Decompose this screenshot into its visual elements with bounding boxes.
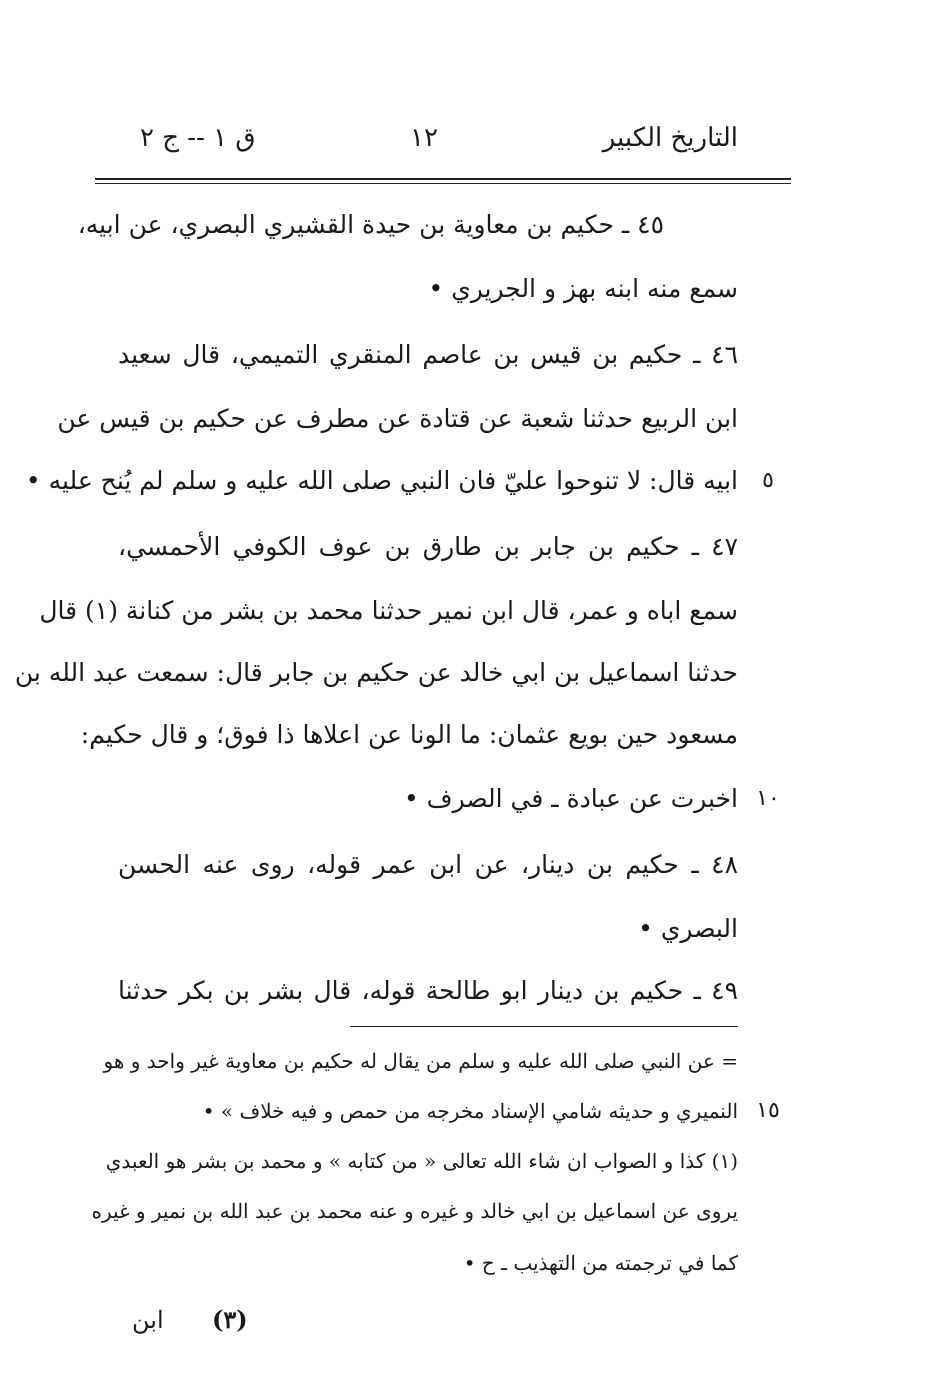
catchword: ابن (132, 1306, 164, 1334)
entry-46-line-1: ٤٦ ـ حكيم بن قيس بن عاصم المنقري التميمي، قال سعيد (118, 340, 738, 369)
margin-line-number-5: ٥ (762, 468, 774, 493)
entry-47-line-3: حدثنا اسماعيل بن ابي خالد عن حكيم بن جابر قال: سمعت عبد الله بن (14, 658, 738, 687)
footnote-line-3: (١) كذا و الصواب ان شاء الله تعالى « من كتابه » و محمد بن بشر هو العبدي (105, 1149, 738, 1173)
footnote-line-2: النميري و حديثه شامي الإسناد مخرجه من حمص و فيه خلاف » • (202, 1099, 738, 1123)
margin-line-number-15: ١٥ (756, 1098, 780, 1123)
volume-reference: ق ١ -- ج ٢ (140, 123, 256, 153)
entry-48-line-2: البصري • (638, 914, 738, 943)
entry-45-line-1: ٤٥ ـ حكيم بن معاوية بن حيدة القشيري البصري، عن ابيه، (77, 210, 664, 239)
entry-48-line-1: ٤٨ ـ حكيم بن دينار، عن ابن عمر قوله، روى عنه الحسن (118, 850, 738, 879)
entry-47-line-5: اخبرت عن عبادة ـ في الصرف • (403, 784, 738, 813)
entry-47-line-4: مسعود حين بويع عثمان: ما الونا عن اعلاها ذا فوق؛ و قال حكيم: (80, 720, 738, 749)
entry-46-line-3: ابيه قال: لا تنوحوا عليّ فان النبي صلى الله عليه و سلم لم يُنح عليه • (25, 466, 738, 495)
footnote-line-1: = عن النبي صلى الله عليه و سلم من يقال له حكيم بن معاوية غير واحد و هو (103, 1049, 738, 1073)
entry-46-line-2: ابن الربيع حدثنا شعبة عن قتادة عن مطرف عن حكيم بن قيس عن (57, 404, 738, 433)
header-rule-top (95, 178, 791, 180)
running-title: التاريخ الكبير (602, 123, 738, 153)
entry-47-line-2: سمع اباه و عمر، قال ابن نمير حدثنا محمد بن بشر من كنانة (١) قال (39, 596, 738, 625)
entry-45-line-2: سمع منه ابنه بهز و الجريري • (428, 274, 738, 303)
footnote-line-4: يروى عن اسماعيل بن ابي خالد و غيره و عنه محمد بن عبد الله بن نمير و غيره (91, 1199, 738, 1223)
margin-line-number-10: ١٠ (756, 786, 780, 811)
header-rule-bottom (95, 183, 791, 184)
entry-49-line-1: ٤٩ ـ حكيم بن دينار ابو طالحة قوله، قال بشر بن بكر حدثنا (118, 976, 738, 1005)
signature-mark: (٣) (212, 1305, 248, 1334)
footnote-line-5: كما في ترجمته من التهذيب ـ ح • (463, 1251, 738, 1275)
footnote-separator (350, 1026, 738, 1027)
page-number: ١٢ (410, 123, 438, 153)
entry-47-line-1: ٤٧ ـ حكيم بن جابر بن طارق بن عوف الكوفي الأحمسي، (118, 532, 738, 561)
